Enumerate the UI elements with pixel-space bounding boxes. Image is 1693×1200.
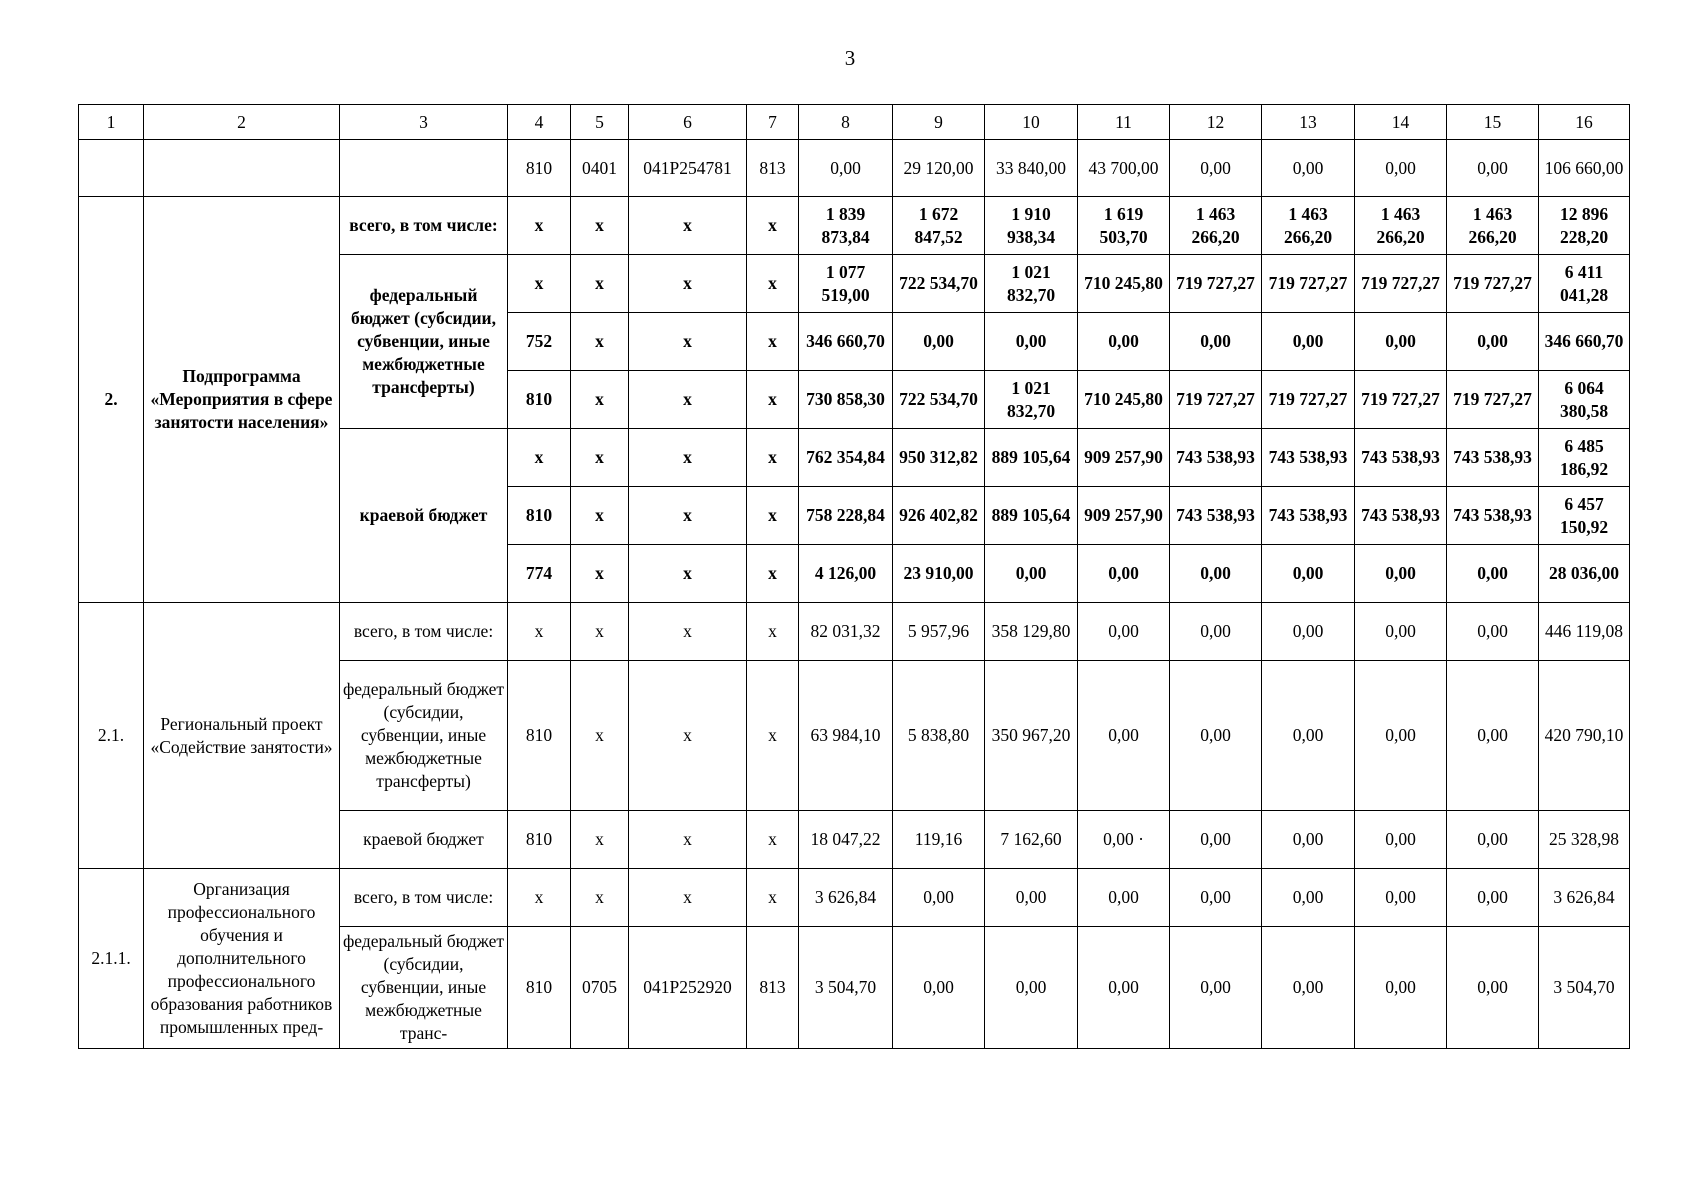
target-article-code: х (629, 661, 747, 811)
expense-type-code: х (747, 429, 799, 487)
empty-cell (79, 140, 144, 197)
header-cell: 5 (571, 105, 629, 140)
project-name: Региональный проект «Содействие занятости» (144, 603, 340, 869)
empty-cell (340, 140, 508, 197)
value-cell: 719 727,27 (1170, 371, 1262, 429)
value-cell: 743 538,93 (1170, 487, 1262, 545)
target-article-code: 041P254781 (629, 140, 747, 197)
empty-cell (144, 140, 340, 197)
value-cell: 29 120,00 (893, 140, 985, 197)
table-row (79, 603, 1630, 661)
funding-source-label: краевой бюджет (340, 429, 508, 603)
value-cell: 43 700,00 (1078, 140, 1170, 197)
value-cell: 0,00 (1078, 927, 1170, 1049)
funding-source-label: федеральный бюджет (субсидии, субвенции, иные межбюджетные трансферты) (340, 661, 508, 811)
value-cell: 0,00 (1262, 661, 1355, 811)
value-cell: 0,00 (1170, 661, 1262, 811)
value-cell: 0,00 (1078, 545, 1170, 603)
expense-type-code: х (747, 869, 799, 927)
funding-source-label: федеральный бюджет (субсидии, субвенции, иные межбюджетные транс- (340, 927, 508, 1049)
value-cell: 0,00 (985, 927, 1078, 1049)
grbs-code: 810 (508, 487, 571, 545)
value-cell: 33 840,00 (985, 140, 1078, 197)
value-cell: 0,00 (1262, 603, 1355, 661)
value-cell: 0,00 (1355, 603, 1447, 661)
value-cell: 6 457 150,92 (1539, 487, 1630, 545)
value-cell: 1 463 266,20 (1447, 197, 1539, 255)
grbs-code: 752 (508, 313, 571, 371)
header-cell: 3 (340, 105, 508, 140)
value-cell: 0,00 (1170, 313, 1262, 371)
expense-type-code: х (747, 487, 799, 545)
section-number: 2.1. (79, 603, 144, 869)
value-cell: 0,00 (1170, 603, 1262, 661)
value-cell: 420 790,10 (1539, 661, 1630, 811)
value-cell: 0,00 (1170, 927, 1262, 1049)
grbs-code: 774 (508, 545, 571, 603)
value-cell: 0,00 (1078, 603, 1170, 661)
value-cell: 1 021 832,70 (985, 255, 1078, 313)
section-code: х (571, 661, 629, 811)
value-cell: 346 660,70 (799, 313, 893, 371)
value-cell: 119,16 (893, 811, 985, 869)
value-cell: 0,00 (1170, 869, 1262, 927)
value-cell: 743 538,93 (1170, 429, 1262, 487)
value-cell: 1 077 519,00 (799, 255, 893, 313)
value-cell: 0,00 (1078, 869, 1170, 927)
grbs-code: 810 (508, 811, 571, 869)
value-cell: 0,00 (985, 545, 1078, 603)
section-number: 2. (79, 197, 144, 603)
value-cell: 0,00 (985, 869, 1078, 927)
value-cell: 730 858,30 (799, 371, 893, 429)
header-cell: 11 (1078, 105, 1170, 140)
value-cell: 1 021 832,70 (985, 371, 1078, 429)
value-cell: 889 105,64 (985, 429, 1078, 487)
value-cell: 25 328,98 (1539, 811, 1630, 869)
grbs-code: 810 (508, 371, 571, 429)
value-cell: 719 727,27 (1355, 255, 1447, 313)
header-cell: 14 (1355, 105, 1447, 140)
section-code: х (571, 429, 629, 487)
value-cell: 0,00 (1262, 545, 1355, 603)
value-cell: 1 463 266,20 (1170, 197, 1262, 255)
value-cell: 0,00 (1170, 140, 1262, 197)
section-code: х (571, 811, 629, 869)
grbs-code: х (508, 869, 571, 927)
value-cell: 0,00 (893, 313, 985, 371)
value-cell: 0,00 (1447, 313, 1539, 371)
target-article-code: х (629, 255, 747, 313)
expense-type-code: 813 (747, 140, 799, 197)
section-code: 0401 (571, 140, 629, 197)
expense-type-code: 813 (747, 927, 799, 1049)
value-cell: 63 984,10 (799, 661, 893, 811)
target-article-code: х (629, 313, 747, 371)
section-code: х (571, 603, 629, 661)
budget-table (78, 104, 1630, 1049)
section-code: 0705 (571, 927, 629, 1049)
value-cell: 719 727,27 (1447, 371, 1539, 429)
grbs-code: 810 (508, 140, 571, 197)
value-cell: 0,00 (1355, 140, 1447, 197)
grbs-code: 810 (508, 927, 571, 1049)
value-cell: 743 538,93 (1262, 429, 1355, 487)
value-cell: 719 727,27 (1262, 255, 1355, 313)
section-code: х (571, 371, 629, 429)
value-cell: 0,00 (1078, 313, 1170, 371)
value-cell: 0,00 (1170, 811, 1262, 869)
value-cell: 18 047,22 (799, 811, 893, 869)
funding-source-label: всего, в том числе: (340, 197, 508, 255)
expense-type-code: х (747, 371, 799, 429)
target-article-code: х (629, 545, 747, 603)
value-cell: 3 504,70 (799, 927, 893, 1049)
value-cell: 6 411 041,28 (1539, 255, 1630, 313)
value-cell: 0,00 (1447, 603, 1539, 661)
target-article-code: х (629, 197, 747, 255)
value-cell: 0,00 (985, 313, 1078, 371)
value-cell: 1 463 266,20 (1355, 197, 1447, 255)
header-cell: 7 (747, 105, 799, 140)
target-article-code: х (629, 371, 747, 429)
value-cell: 3 504,70 (1539, 927, 1630, 1049)
expense-type-code: х (747, 255, 799, 313)
value-cell: 743 538,93 (1447, 429, 1539, 487)
value-cell: 1 619 503,70 (1078, 197, 1170, 255)
value-cell: 4 126,00 (799, 545, 893, 603)
value-cell: 23 910,00 (893, 545, 985, 603)
target-article-code: х (629, 811, 747, 869)
expense-type-code: х (747, 811, 799, 869)
section-code: х (571, 255, 629, 313)
header-cell: 9 (893, 105, 985, 140)
value-cell: 6 485 186,92 (1539, 429, 1630, 487)
value-cell: 743 538,93 (1262, 487, 1355, 545)
value-cell: 719 727,27 (1447, 255, 1539, 313)
header-cell: 12 (1170, 105, 1262, 140)
value-cell: 5 838,80 (893, 661, 985, 811)
value-cell: 28 036,00 (1539, 545, 1630, 603)
value-cell: 1 672 847,52 (893, 197, 985, 255)
value-cell: 7 162,60 (985, 811, 1078, 869)
header-cell: 15 (1447, 105, 1539, 140)
value-cell: 3 626,84 (799, 869, 893, 927)
value-cell: 0,00 (1447, 545, 1539, 603)
table-row (79, 197, 1630, 255)
value-cell: 1 463 266,20 (1262, 197, 1355, 255)
value-cell: 743 538,93 (1447, 487, 1539, 545)
header-cell: 1 (79, 105, 144, 140)
activity-name: Организация профессионального обучения и дополнительного профессионального образования работников промышленных пред- (144, 869, 340, 1049)
section-code: х (571, 545, 629, 603)
header-cell: 13 (1262, 105, 1355, 140)
grbs-code: х (508, 197, 571, 255)
value-cell: 12 896 228,20 (1539, 197, 1630, 255)
value-cell: 0,00 (1447, 140, 1539, 197)
target-article-code: х (629, 869, 747, 927)
expense-type-code: х (747, 197, 799, 255)
value-cell: 722 534,70 (893, 371, 985, 429)
value-cell: 82 031,32 (799, 603, 893, 661)
value-cell: 909 257,90 (1078, 487, 1170, 545)
funding-source-label: федеральный бюджет (субсидии, субвенции, иные межбюджетные трансферты) (340, 255, 508, 429)
target-article-code: х (629, 487, 747, 545)
value-cell: 909 257,90 (1078, 429, 1170, 487)
value-cell: 0,00 (1262, 927, 1355, 1049)
value-cell: 0,00 (1355, 313, 1447, 371)
expense-type-code: х (747, 545, 799, 603)
value-cell: 0,00 (1447, 927, 1539, 1049)
value-cell: 0,00 (1447, 661, 1539, 811)
value-cell: 0,00 (893, 869, 985, 927)
value-cell: 710 245,80 (1078, 255, 1170, 313)
value-cell: 1 910 938,34 (985, 197, 1078, 255)
value-cell: 0,00 (1262, 313, 1355, 371)
header-row (79, 105, 1630, 140)
value-cell: 358 129,80 (985, 603, 1078, 661)
value-cell: 0,00 (1262, 869, 1355, 927)
value-cell: 0,00 (1355, 661, 1447, 811)
table-row (79, 140, 1630, 197)
value-cell: 926 402,82 (893, 487, 985, 545)
value-cell: 722 534,70 (893, 255, 985, 313)
grbs-code: х (508, 255, 571, 313)
target-article-code: х (629, 429, 747, 487)
value-cell: 719 727,27 (1355, 371, 1447, 429)
target-article-code: 041P252920 (629, 927, 747, 1049)
value-cell: 0,00 (1355, 811, 1447, 869)
value-cell: 710 245,80 (1078, 371, 1170, 429)
table-row (79, 869, 1630, 927)
header-cell: 6 (629, 105, 747, 140)
value-cell: 1 839 873,84 (799, 197, 893, 255)
value-cell: 350 967,20 (985, 661, 1078, 811)
value-cell: 0,00 (1170, 545, 1262, 603)
page-number: 3 (844, 46, 856, 70)
value-cell: 446 119,08 (1539, 603, 1630, 661)
section-code: х (571, 869, 629, 927)
value-cell: 5 957,96 (893, 603, 985, 661)
value-cell: 0,00 (1355, 545, 1447, 603)
header-cell: 8 (799, 105, 893, 140)
value-cell: 3 626,84 (1539, 869, 1630, 927)
value-cell: 0,00 (1078, 661, 1170, 811)
grbs-code: х (508, 603, 571, 661)
target-article-code: х (629, 603, 747, 661)
value-cell: 0,00 (1447, 811, 1539, 869)
value-cell: 0,00 (1262, 140, 1355, 197)
value-cell: 743 538,93 (1355, 429, 1447, 487)
funding-source-label: всего, в том числе: (340, 869, 508, 927)
value-cell: 0,00 (1262, 811, 1355, 869)
funding-source-label: всего, в том числе: (340, 603, 508, 661)
value-cell: 346 660,70 (1539, 313, 1630, 371)
value-cell: 0,00 (1355, 869, 1447, 927)
expense-type-code: х (747, 313, 799, 371)
value-cell: 0,00 (799, 140, 893, 197)
header-cell: 10 (985, 105, 1078, 140)
value-cell: 889 105,64 (985, 487, 1078, 545)
value-cell: 719 727,27 (1262, 371, 1355, 429)
value-cell: 950 312,82 (893, 429, 985, 487)
value-cell: 758 228,84 (799, 487, 893, 545)
value-cell: 719 727,27 (1170, 255, 1262, 313)
program-name: Подпрограмма «Мероприятия в сфере занятости населения» (144, 197, 340, 603)
section-code: х (571, 197, 629, 255)
value-cell: 6 064 380,58 (1539, 371, 1630, 429)
value-cell: 0,00 · (1078, 811, 1170, 869)
header-cell: 4 (508, 105, 571, 140)
value-cell: 0,00 (893, 927, 985, 1049)
value-cell: 762 354,84 (799, 429, 893, 487)
header-cell: 2 (144, 105, 340, 140)
grbs-code: х (508, 429, 571, 487)
expense-type-code: х (747, 661, 799, 811)
value-cell: 0,00 (1355, 927, 1447, 1049)
section-code: х (571, 487, 629, 545)
grbs-code: 810 (508, 661, 571, 811)
expense-type-code: х (747, 603, 799, 661)
value-cell: 743 538,93 (1355, 487, 1447, 545)
value-cell: 106 660,00 (1539, 140, 1630, 197)
section-code: х (571, 313, 629, 371)
header-cell: 16 (1539, 105, 1630, 140)
value-cell: 0,00 (1447, 869, 1539, 927)
funding-source-label: краевой бюджет (340, 811, 508, 869)
section-number: 2.1.1. (79, 869, 144, 1049)
